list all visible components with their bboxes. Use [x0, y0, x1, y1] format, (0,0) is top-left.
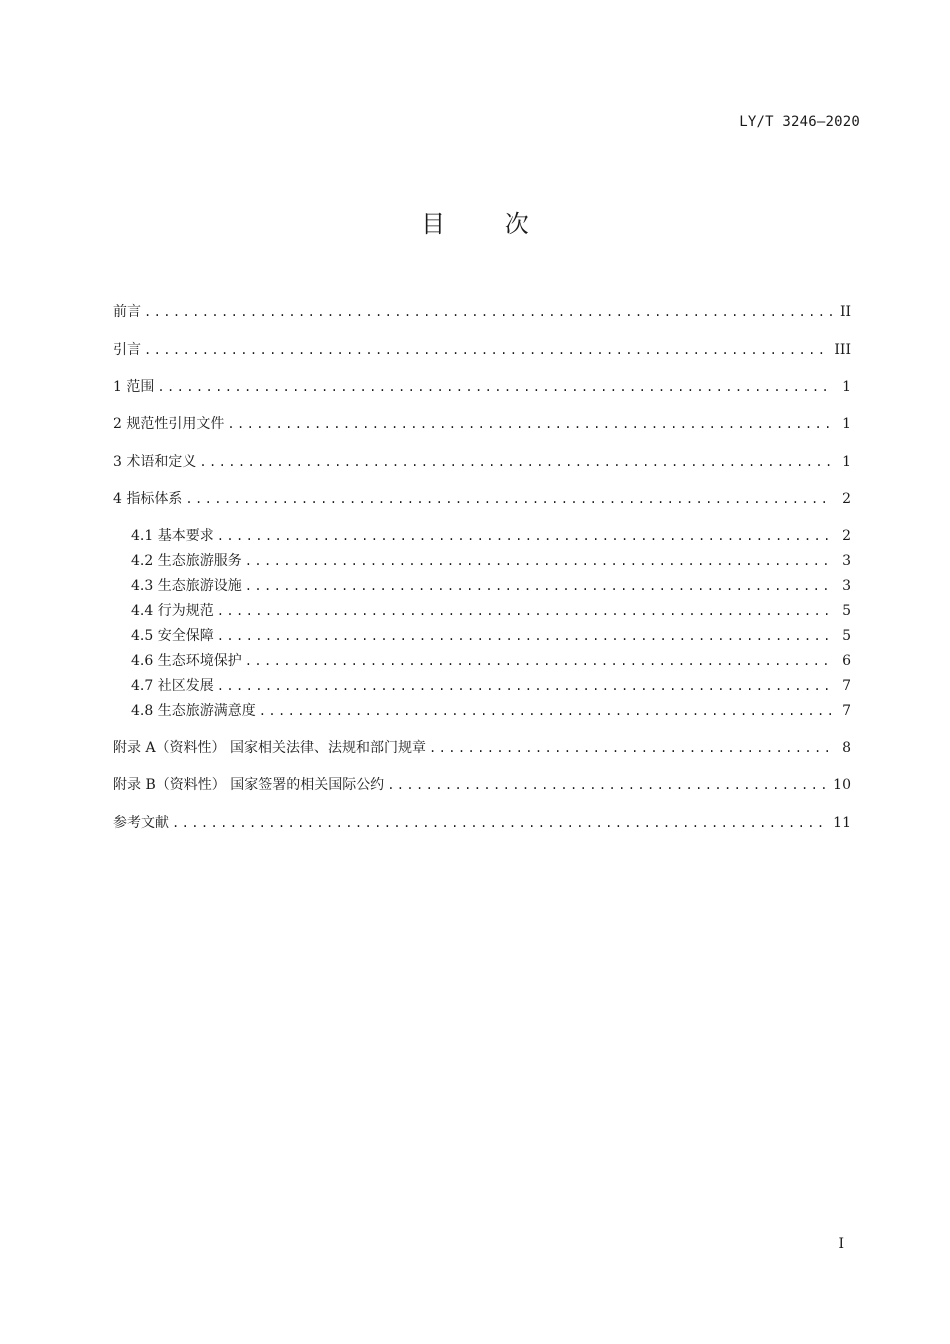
- toc-entry-label: 附录 A（资料性） 国家相关法律、法规和部门规章: [113, 740, 427, 756]
- toc-entry-page: II: [839, 304, 851, 320]
- toc-entry-label: 4.6 生态环境保护: [131, 653, 242, 669]
- toc-entry-page: 7: [842, 703, 851, 719]
- toc-entry-label: 2 规范性引用文件: [113, 416, 225, 432]
- toc-entry-4-7[interactable]: [131, 676, 851, 696]
- toc-entry-indicator-system[interactable]: [113, 489, 851, 509]
- toc-leader: [245, 551, 833, 571]
- toc-entry-4-2[interactable]: [131, 551, 851, 571]
- toc-entry-4-4[interactable]: [131, 601, 851, 621]
- toc-leader: [387, 775, 825, 795]
- toc-entry-page: 2: [842, 491, 851, 507]
- toc-leader: [217, 526, 833, 546]
- toc-entry-page: 3: [842, 553, 851, 569]
- page-title: 目 次: [421, 210, 555, 238]
- toc-entry-label: 1 范围: [113, 379, 155, 395]
- toc-entry-page: 1: [842, 454, 851, 470]
- toc-leader: [172, 813, 825, 833]
- toc-entry-bibliography[interactable]: [113, 813, 851, 833]
- toc-leader: [144, 302, 832, 322]
- toc-entry-page: 2: [842, 528, 851, 544]
- toc-leader: [245, 576, 833, 596]
- toc-entry-label: 4.7 社区发展: [131, 678, 214, 694]
- toc-entry-label: 4.8 生态旅游满意度: [131, 703, 256, 719]
- toc-entry-label: 4.3 生态旅游设施: [131, 578, 242, 594]
- toc-leader: [227, 414, 833, 434]
- toc-entry-label: 4.4 行为规范: [131, 603, 214, 619]
- toc-entry-4-1[interactable]: [131, 526, 851, 546]
- toc-entry-annex-a[interactable]: [113, 738, 851, 758]
- toc-entry-foreword[interactable]: [113, 302, 851, 322]
- toc-entry-4-3[interactable]: [131, 576, 851, 596]
- toc-entry-page: 10: [833, 777, 851, 793]
- page-number: I: [838, 1236, 844, 1252]
- toc-entry-label: 4.2 生态旅游服务: [131, 553, 242, 569]
- toc-leader: [199, 452, 833, 472]
- toc-entry-label: 4 指标体系: [113, 491, 183, 507]
- toc-entry-page: III: [834, 342, 851, 358]
- toc-entry-page: 11: [833, 815, 851, 831]
- toc-leader: [245, 651, 833, 671]
- toc-entry-label: 4.1 基本要求: [131, 528, 214, 544]
- toc-entry-label: 3 术语和定义: [113, 454, 197, 470]
- toc-entry-page: 1: [842, 416, 851, 432]
- toc-leader: [185, 489, 833, 509]
- toc-leader: [259, 701, 833, 721]
- toc-entry-normative-references[interactable]: [113, 414, 851, 434]
- standard-code: LY/T 3246—2020: [739, 114, 860, 130]
- toc-entry-label: 附录 B（资料性） 国家签署的相关国际公约: [113, 777, 385, 793]
- toc-entry-4-6[interactable]: [131, 651, 851, 671]
- toc-leader: [144, 340, 826, 360]
- toc-entry-scope[interactable]: [113, 377, 851, 397]
- toc-entry-terms-definitions[interactable]: [113, 452, 851, 472]
- toc-entry-introduction[interactable]: [113, 340, 851, 360]
- toc-entry-page: 5: [842, 603, 851, 619]
- toc-leader: [217, 626, 833, 646]
- toc-entry-page: 1: [842, 379, 851, 395]
- toc-leader: [157, 377, 833, 397]
- toc-entry-annex-b[interactable]: [113, 775, 851, 795]
- toc-entry-page: 7: [842, 678, 851, 694]
- toc-entry-label: 引言: [113, 342, 141, 358]
- toc-entry-label: 4.5 安全保障: [131, 628, 214, 644]
- toc-leader: [429, 738, 833, 758]
- toc-leader: [217, 676, 833, 696]
- toc-entry-4-5[interactable]: [131, 626, 851, 646]
- toc-entry-page: 6: [842, 653, 851, 669]
- toc-entry-page: 3: [842, 578, 851, 594]
- toc-entry-4-8[interactable]: [131, 701, 851, 721]
- toc-entry-label: 参考文献: [113, 815, 169, 831]
- toc-entry-page: 8: [842, 740, 851, 756]
- toc-entry-page: 5: [842, 628, 851, 644]
- toc-entry-label: 前言: [113, 304, 141, 320]
- toc-leader: [217, 601, 833, 621]
